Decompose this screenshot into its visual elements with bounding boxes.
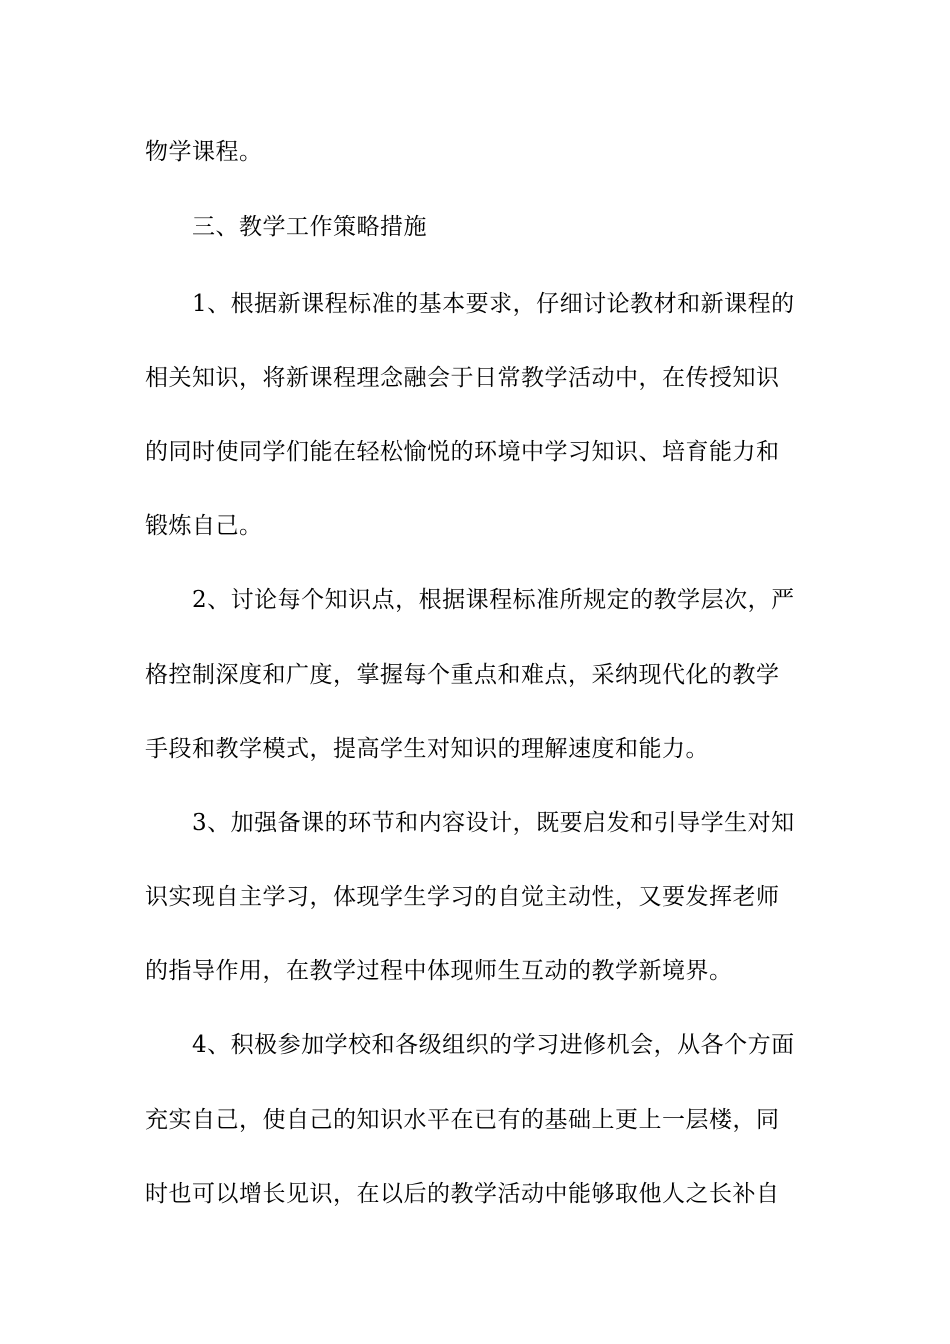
paragraph-line: 的同时使同学们能在轻松愉悦的环境中学习知识、培育能力和 bbox=[145, 439, 780, 465]
paragraph-line: 识实现自主学习，体现学生学习的自觉主动性，又要发挥老师 bbox=[145, 884, 780, 910]
paragraph-line: 时也可以增长见识，在以后的教学活动中能够取他人之长补自 bbox=[145, 1181, 780, 1207]
paragraph-line: 相关知识，将新课程理念融会于日常教学活动中，在传授知识 bbox=[145, 365, 780, 391]
paragraph-line: 1、根据新课程标准的基本要求，仔细讨论教材和新课程的 bbox=[192, 291, 795, 317]
paragraph-line: 物学课程。 bbox=[145, 139, 263, 165]
paragraph-line: 2、讨论每个知识点，根据课程标准所规定的教学层次，严 bbox=[192, 587, 795, 613]
paragraph-line: 格控制深度和广度，掌握每个重点和难点，采纳现代化的教学 bbox=[145, 662, 780, 688]
paragraph-line: 手段和教学模式，提高学生对知识的理解速度和能力。 bbox=[145, 736, 709, 762]
paragraph-line: 充实自己，使自己的知识水平在已有的基础上更上一层楼，同 bbox=[145, 1107, 780, 1133]
paragraph-line: 3、加强备课的环节和内容设计，既要启发和引导学生对知 bbox=[192, 810, 795, 836]
section-heading: 三、教学工作策略措施 bbox=[192, 214, 427, 240]
paragraph-line: 4、积极参加学校和各级组织的学习进修机会，从各个方面 bbox=[192, 1032, 795, 1058]
paragraph-line: 的指导作用，在教学过程中体现师生互动的教学新境界。 bbox=[145, 958, 733, 984]
paragraph-line: 锻炼自己。 bbox=[145, 513, 263, 539]
